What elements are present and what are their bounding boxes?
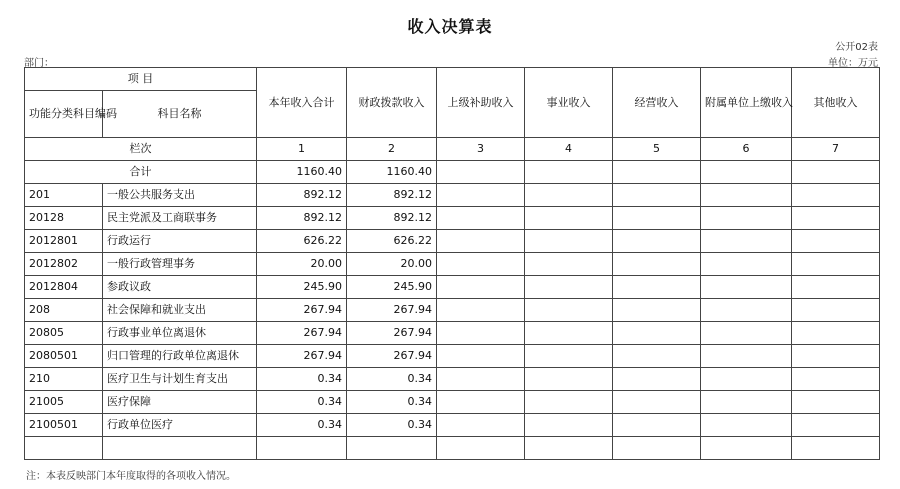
row-name: 医疗卫生与计划生育支出 — [103, 368, 257, 391]
row-code: 2012802 — [25, 253, 103, 276]
row-col2: 267.94 — [347, 322, 437, 345]
table-row — [25, 207, 880, 230]
row-col1: 267.94 — [257, 322, 347, 345]
table-row — [25, 276, 880, 299]
row-col1: 0.34 — [257, 368, 347, 391]
row-name: 社会保障和就业支出 — [103, 299, 257, 322]
row-col1: 245.90 — [257, 276, 347, 299]
row-col1: 0.34 — [257, 414, 347, 437]
header-group-row — [25, 68, 880, 91]
table-row — [25, 322, 880, 345]
row-col1: 20.00 — [257, 253, 347, 276]
table-row — [25, 368, 880, 391]
row-code: 2080501 — [25, 345, 103, 368]
income-table — [24, 67, 880, 460]
table-row — [25, 253, 880, 276]
row-name: 一般行政管理事务 — [103, 253, 257, 276]
col-name: 科目名称 — [103, 91, 257, 138]
row-col2: 0.34 — [347, 368, 437, 391]
row-col1: 892.12 — [257, 207, 347, 230]
row-name: 归口管理的行政单位离退休 — [103, 345, 257, 368]
col-total-income: 本年收入合计 — [257, 68, 347, 138]
row-code: 2012801 — [25, 230, 103, 253]
row-col1: 626.22 — [257, 230, 347, 253]
total-label: 合计 — [25, 161, 257, 184]
row-name: 参政议政 — [103, 276, 257, 299]
seq-num: 1 — [257, 138, 347, 161]
row-col1: 267.94 — [257, 299, 347, 322]
seq-num: 5 — [613, 138, 701, 161]
seq-row — [25, 138, 880, 161]
row-name: 行政事业单位离退休 — [103, 322, 257, 345]
row-name: 一般公共服务支出 — [103, 184, 257, 207]
row-name: 医疗保障 — [103, 391, 257, 414]
seq-num: 3 — [437, 138, 525, 161]
empty-row — [25, 437, 880, 460]
row-code: 20805 — [25, 322, 103, 345]
total-col2: 1160.40 — [347, 161, 437, 184]
row-col2: 267.94 — [347, 345, 437, 368]
row-col1: 267.94 — [257, 345, 347, 368]
footnote: 注：本表反映部门本年度取得的各项收入情况。 — [26, 471, 236, 482]
row-col2: 892.12 — [347, 207, 437, 230]
col-superior-subsidy: 上级补助收入 — [437, 68, 525, 138]
col-code: 功能分类科目编码 — [25, 91, 103, 138]
col-other-income: 其他收入 — [792, 68, 880, 138]
col-operating-income: 经营收入 — [613, 68, 701, 138]
row-name: 行政单位医疗 — [103, 414, 257, 437]
row-col1: 0.34 — [257, 391, 347, 414]
total-row — [25, 161, 880, 184]
row-name: 行政运行 — [103, 230, 257, 253]
table-row — [25, 345, 880, 368]
row-code: 2012804 — [25, 276, 103, 299]
table-row — [25, 184, 880, 207]
total-col1: 1160.40 — [257, 161, 347, 184]
table-row — [25, 299, 880, 322]
table-row — [25, 391, 880, 414]
row-col2: 0.34 — [347, 414, 437, 437]
row-code: 2100501 — [25, 414, 103, 437]
seq-label: 栏次 — [25, 138, 257, 161]
row-name: 民主党派及工商联事务 — [103, 207, 257, 230]
row-code: 21005 — [25, 391, 103, 414]
col-business-income: 事业收入 — [525, 68, 613, 138]
unit-label: 单位：万元 — [828, 58, 878, 69]
seq-num: 6 — [701, 138, 792, 161]
report-title: 收入决算表 — [407, 17, 493, 36]
row-code: 201 — [25, 184, 103, 207]
row-code: 208 — [25, 299, 103, 322]
row-code: 20128 — [25, 207, 103, 230]
col-affiliated-income: 附属单位上缴收入 — [701, 68, 792, 138]
row-col2: 892.12 — [347, 184, 437, 207]
row-code: 210 — [25, 368, 103, 391]
row-col2: 245.90 — [347, 276, 437, 299]
row-col2: 20.00 — [347, 253, 437, 276]
col-fiscal-appropriation: 财政拨款收入 — [347, 68, 437, 138]
table-row — [25, 230, 880, 253]
header-group: 项 目 — [25, 68, 257, 91]
form-number: 公开02表 — [835, 42, 878, 53]
row-col2: 626.22 — [347, 230, 437, 253]
seq-num: 7 — [792, 138, 880, 161]
row-col2: 0.34 — [347, 391, 437, 414]
row-col2: 267.94 — [347, 299, 437, 322]
table-row — [25, 414, 880, 437]
seq-num: 2 — [347, 138, 437, 161]
row-col1: 892.12 — [257, 184, 347, 207]
seq-num: 4 — [525, 138, 613, 161]
department-label: 部门： — [24, 58, 54, 69]
